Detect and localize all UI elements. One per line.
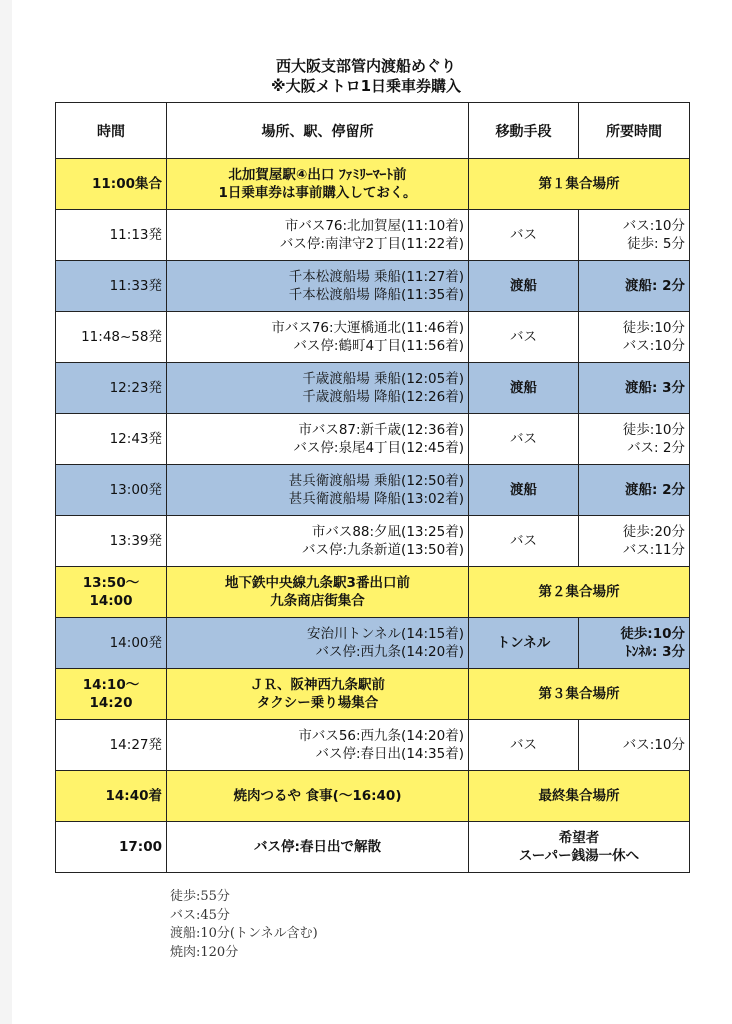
time-cell — [56, 465, 167, 516]
cell-line: 14:00 — [89, 593, 133, 609]
place-cell — [167, 669, 469, 720]
cell-line: 徒歩: 5分 — [627, 236, 685, 252]
cell-line: 千歳渡船場 乗船(12:05着) — [302, 371, 464, 387]
place-cell — [167, 414, 469, 465]
place-cell — [167, 771, 469, 822]
cell-line: 徒歩:20分 — [622, 524, 685, 540]
cell-line: 甚兵衛渡船場 乗船(12:50着) — [288, 473, 464, 489]
place-cell — [167, 210, 469, 261]
cell-line: 甚兵衛渡船場 降船(13:02着) — [288, 491, 464, 507]
cell-line: 地下鉄中央線九条駅3番出口前 — [225, 575, 410, 591]
cell-line: 九条商店街集合 — [270, 593, 365, 609]
transport-cell: バス — [469, 312, 579, 363]
cell-line: バス:11分 — [622, 542, 685, 558]
transport-cell: バス — [469, 414, 579, 465]
summary-walk: 徒歩:55分 — [170, 889, 230, 904]
meeting-point-cell — [469, 771, 690, 822]
place-cell — [167, 363, 469, 414]
cell-line: 13:00発 — [109, 482, 162, 498]
table-row — [56, 210, 690, 261]
table-row — [56, 261, 690, 312]
transport-cell: バス — [469, 516, 579, 567]
time-cell — [56, 567, 167, 618]
meeting-point-cell — [469, 159, 690, 210]
cell-line: 第１集合場所 — [538, 176, 620, 192]
cell-line: バス:10分 — [622, 218, 685, 234]
cell-line: 14:20 — [89, 695, 133, 711]
duration-cell — [579, 363, 690, 414]
meeting-point-cell — [469, 822, 690, 873]
meeting-point-cell — [469, 669, 690, 720]
place-cell — [167, 312, 469, 363]
summary-bus: バス:45分 — [170, 907, 230, 923]
time-cell — [56, 618, 167, 669]
cell-line: 14:10〜 — [82, 677, 140, 693]
cell-line: 14:27発 — [109, 737, 162, 753]
cell-line: 第２集合場所 — [538, 584, 620, 600]
transport-cell: 渡船 — [469, 465, 579, 516]
place-cell — [167, 516, 469, 567]
time-cell — [56, 261, 167, 312]
table-row — [56, 669, 690, 720]
header-place: 場所、駅、停留所 — [167, 103, 469, 159]
duration-cell — [579, 618, 690, 669]
duration-cell — [579, 516, 690, 567]
cell-line: バス:10分 — [622, 338, 685, 354]
transport-cell: 渡船 — [469, 261, 579, 312]
cell-line: バス停:泉尾4丁目(12:45着) — [293, 440, 464, 456]
cell-line: 14:00発 — [109, 635, 162, 651]
place-cell — [167, 618, 469, 669]
cell-line: 12:23発 — [109, 380, 162, 396]
cell-line: 11:33発 — [109, 278, 162, 294]
cell-line: 希望者 — [558, 830, 600, 846]
cell-line: 市バス88:夕凪(13:25着) — [311, 524, 464, 540]
time-cell — [56, 414, 167, 465]
duration-cell — [579, 720, 690, 771]
cell-line: バス停:春日出(14:35着) — [315, 746, 464, 762]
place-cell — [167, 822, 469, 873]
cell-line: ﾄﾝﾈﾙ: 3分 — [625, 644, 685, 660]
place-cell — [167, 159, 469, 210]
table-row — [56, 720, 690, 771]
transport-cell: 渡船 — [469, 363, 579, 414]
cell-line: 1日乗車券は事前購入しておく。 — [218, 185, 417, 201]
time-cell — [56, 822, 167, 873]
cell-line: 北加賀屋駅④出口 ﾌｧﾐﾘｰﾏｰﾄ前 — [228, 167, 407, 183]
header-time: 時間 — [56, 103, 167, 159]
cell-line: 渡船: 2分 — [625, 278, 685, 294]
transport-cell: トンネル — [469, 618, 579, 669]
cell-line: バス停:鶴町4丁目(11:56着) — [293, 338, 464, 354]
cell-line: バス停:西九条(14:20着) — [315, 644, 464, 660]
cell-line: ＪＲ、阪神西九条駅前 — [250, 677, 385, 693]
table-row — [56, 159, 690, 210]
table-row — [56, 771, 690, 822]
cell-line: 渡船: 2分 — [625, 482, 685, 498]
cell-line: 14:40着 — [105, 788, 162, 804]
table-row — [56, 516, 690, 567]
table-row — [56, 414, 690, 465]
cell-line: 最終集合場所 — [538, 788, 620, 804]
cell-line: 11:13発 — [109, 227, 162, 243]
table-row — [56, 363, 690, 414]
meeting-point-cell — [469, 567, 690, 618]
cell-line: 市バス56:西九条(14:20着) — [298, 728, 464, 744]
time-cell — [56, 312, 167, 363]
duration-cell — [579, 414, 690, 465]
table-header-row — [56, 103, 690, 159]
table-row — [56, 567, 690, 618]
duration-cell — [579, 312, 690, 363]
cell-line: 焼肉つるや 食事(〜16:40) — [233, 788, 402, 804]
place-cell — [167, 465, 469, 516]
cell-line: バス停:春日出で解散 — [254, 839, 381, 855]
time-cell — [56, 210, 167, 261]
cell-line: 第３集合場所 — [538, 686, 620, 702]
cell-line: 渡船: 3分 — [625, 380, 685, 396]
cell-line: 11:48~58発 — [81, 329, 162, 345]
cell-line: バス:10分 — [622, 737, 685, 753]
place-cell — [167, 720, 469, 771]
cell-line: スーパー銭湯一休へ — [518, 848, 640, 864]
summary-ferry: 渡船:10分(トンネル含む) — [170, 926, 318, 941]
cell-line: 千歳渡船場 降船(12:26着) — [302, 389, 464, 405]
table-row — [56, 822, 690, 873]
place-cell — [167, 261, 469, 312]
cell-line: 市バス87:新千歳(12:36着) — [298, 422, 464, 438]
time-cell — [56, 720, 167, 771]
time-cell — [56, 669, 167, 720]
header-move: 移動手段 — [469, 103, 579, 159]
table-row — [56, 312, 690, 363]
summary-block — [170, 888, 318, 962]
duration-cell — [579, 465, 690, 516]
cell-line: 13:39発 — [109, 533, 162, 549]
schedule-table — [55, 102, 690, 873]
time-cell — [56, 363, 167, 414]
transport-cell: バス — [469, 720, 579, 771]
transport-cell: バス — [469, 210, 579, 261]
cell-line: 17:00 — [119, 839, 162, 855]
cell-line: 12:43発 — [109, 431, 162, 447]
page-title: 西大阪支部管内渡船めぐり — [275, 57, 456, 75]
table-row — [56, 465, 690, 516]
place-cell — [167, 567, 469, 618]
time-cell — [56, 516, 167, 567]
cell-line: 千本松渡船場 降船(11:35着) — [288, 287, 464, 303]
time-cell — [56, 159, 167, 210]
cell-line: 徒歩:10分 — [622, 422, 685, 438]
cell-line: バス停:九条新道(13:50着) — [302, 542, 464, 558]
cell-line: 市バス76:大運橋通北(11:46着) — [271, 320, 464, 336]
cell-line: 13:50〜 — [82, 575, 140, 591]
cell-line: 徒歩:10分 — [620, 626, 685, 642]
page-subtitle: ※大阪メトロ1日乗車券購入 — [270, 77, 462, 95]
table-row — [56, 618, 690, 669]
cell-line: バス停:南津守2丁目(11:22着) — [279, 236, 464, 252]
duration-cell — [579, 261, 690, 312]
header-duration: 所要時間 — [579, 103, 690, 159]
cell-line: タクシー乗り場集合 — [256, 695, 379, 711]
duration-cell — [579, 210, 690, 261]
cell-line: 千本松渡船場 乗船(11:27着) — [288, 269, 464, 285]
cell-line: 11:00集合 — [92, 176, 162, 192]
summary-yakiniku: 焼肉:120分 — [170, 944, 239, 960]
cell-line: 安治川トンネル(14:15着) — [306, 626, 464, 642]
cell-line: 徒歩:10分 — [622, 320, 685, 336]
cell-line: バス: 2分 — [627, 440, 685, 456]
cell-line: 市バス76:北加賀屋(11:10着) — [284, 218, 464, 234]
time-cell — [56, 771, 167, 822]
